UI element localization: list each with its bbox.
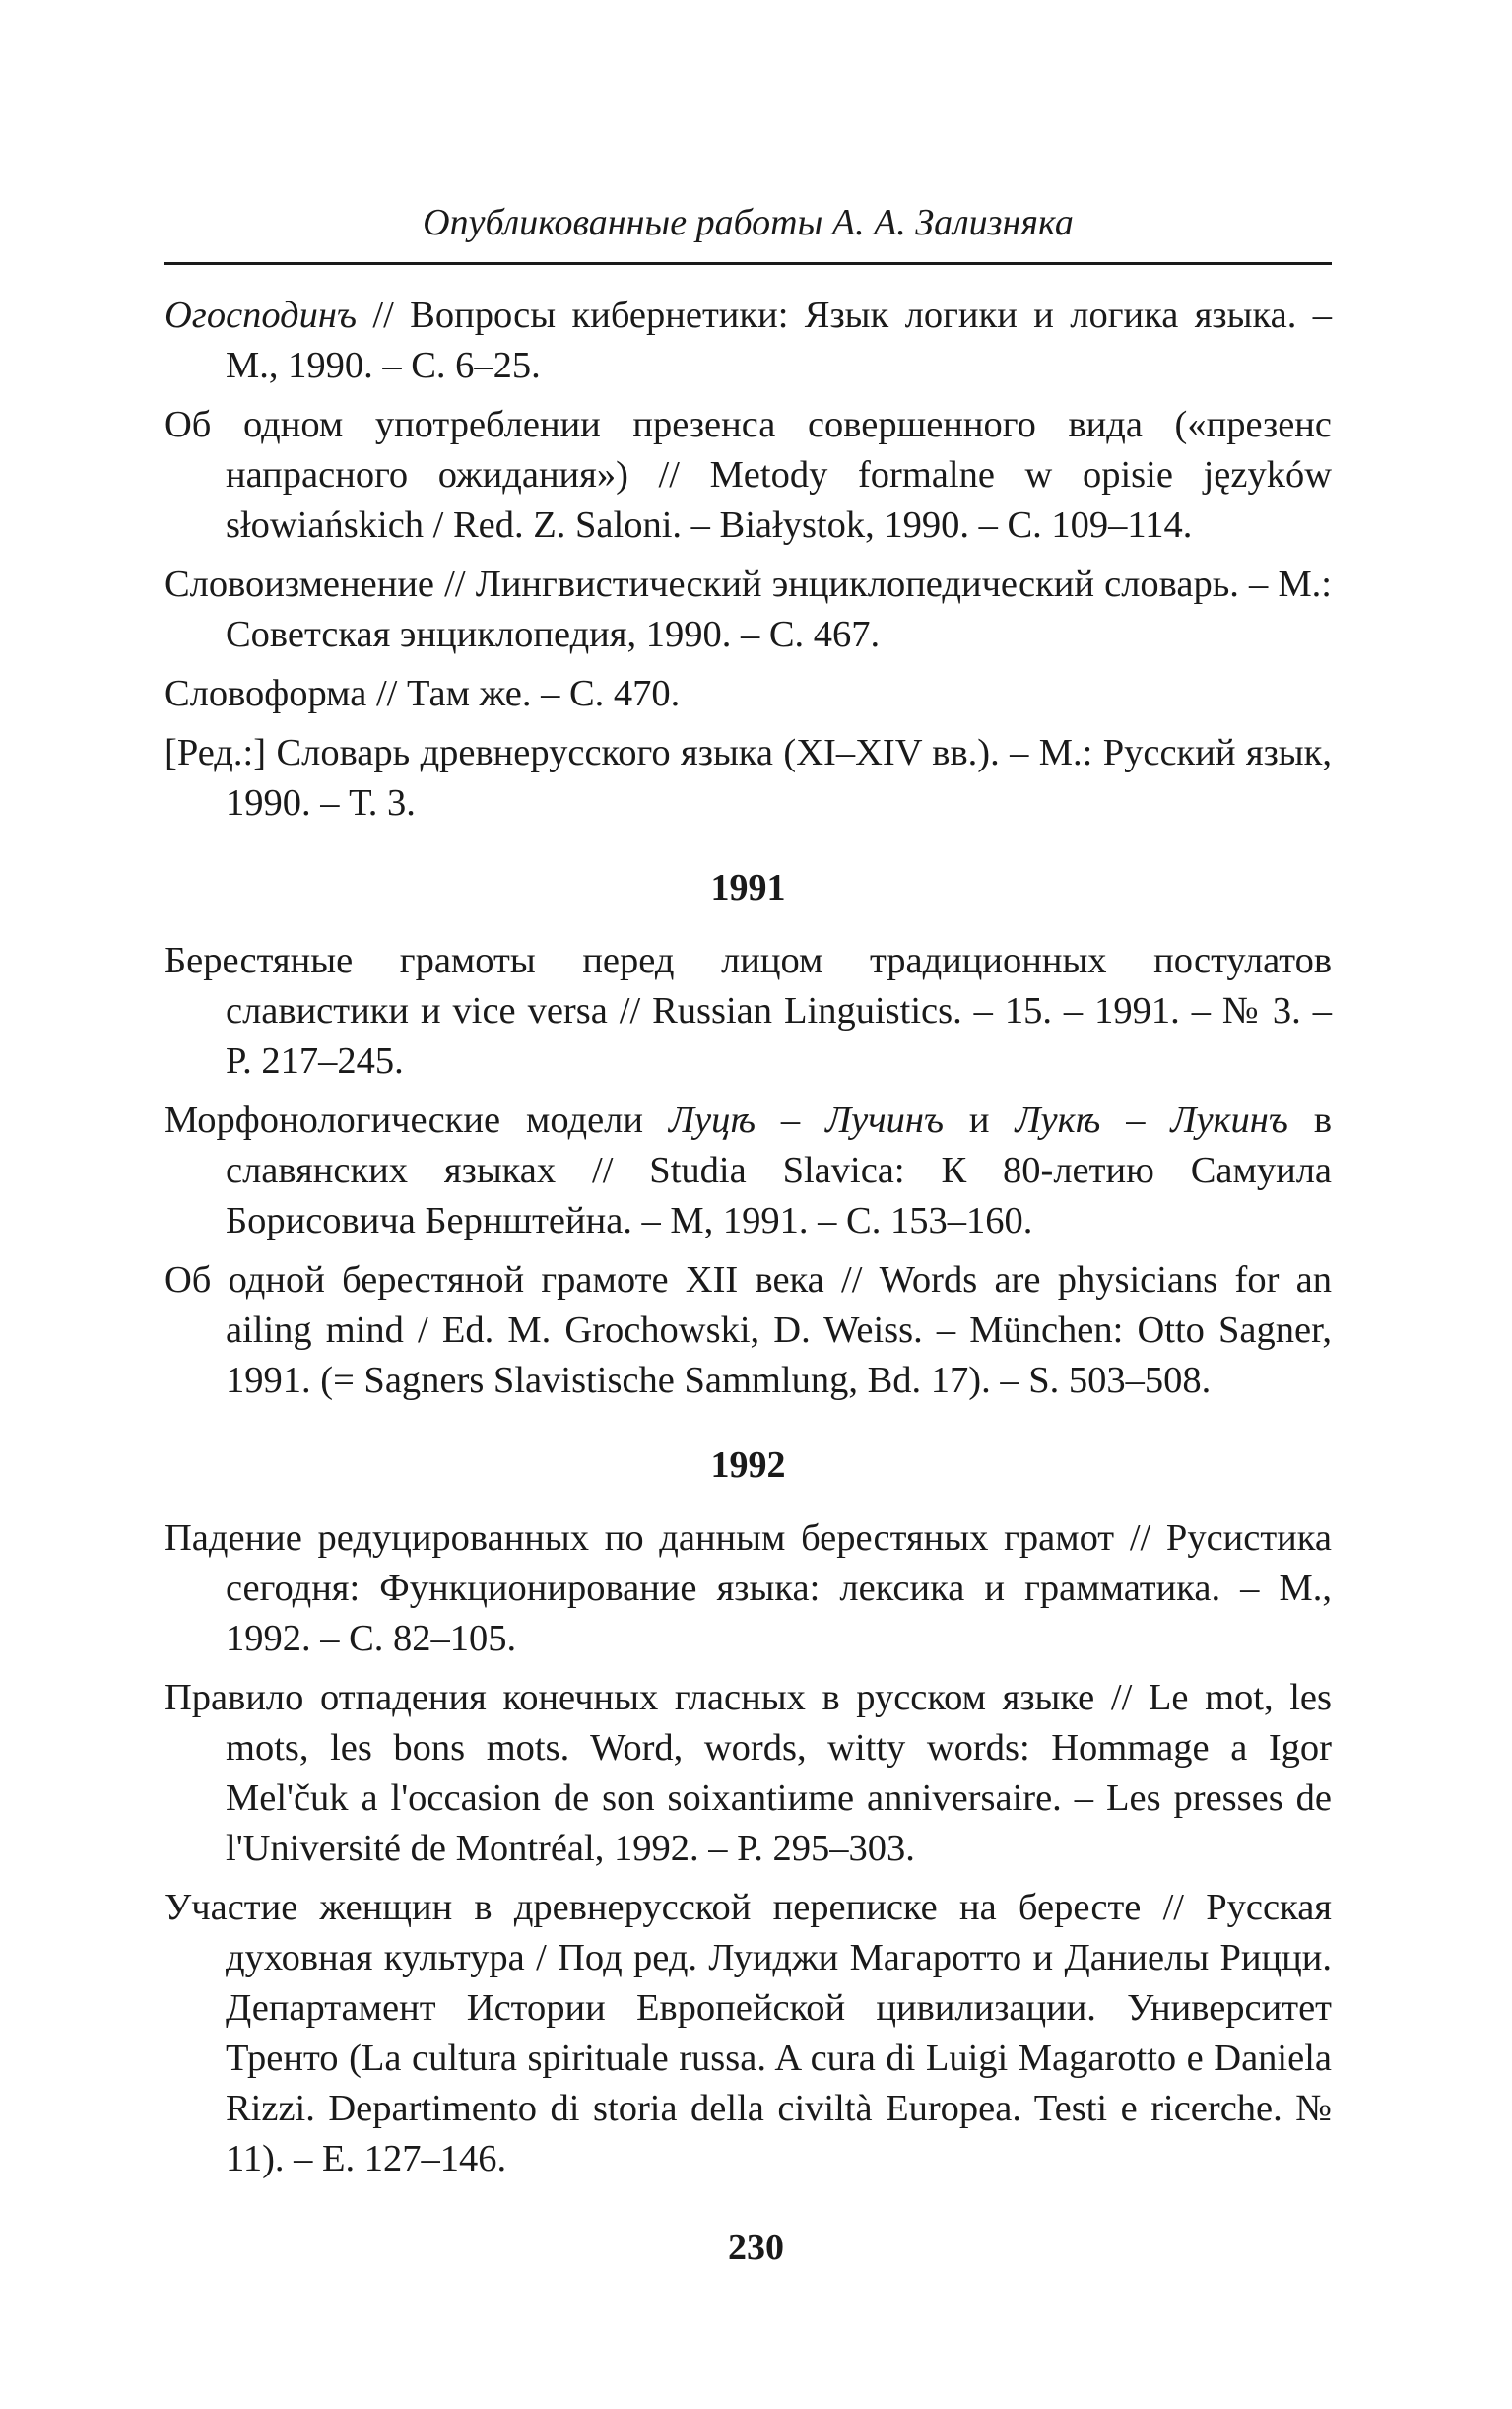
entry-text: Морфонологические модели [164,1100,669,1141]
bibliography-entry [164,936,1332,1087]
entry-text: Об одной берестяной грамоте XII века // Words are physicians for an ailing mind / Ed. M. Grochowski, D. Weiss. – München: Otto Sagner, 1991. (= Sagners Slavistische Sammlung, Bd. 17). – S. 503–508. [164,1259,1332,1401]
entry-text: Словоизменение // Лингвистический энциклопедический словарь. – М.: Советская энциклопедия, 1990. – С. 467. [164,564,1332,655]
italic-title-text: Луцѣ – Лучинъ [668,1100,944,1141]
bibliography-entry [164,669,1332,719]
entry-text: Участие женщин в древнерусской переписке на бересте // Русская духовная культура / Под ред. Луиджи Магаротто и Даниелы Рицци. Департамент Истории Европейской цивилизации. Университет Тренто (La cultura spirituale russa. A cura di Luigi Magarotto e Daniela Rizzi. Departimento di storia della civiltà Europea. Testi e ricerche. № 11). – E. 127–146. [164,1887,1332,2179]
bibliography-entry [164,291,1332,391]
year-heading: 1991 [710,867,786,908]
entry-text: // Вопросы кибернетики: Язык логики и логика языка. – М., 1990. – С. 6–25. [226,295,1332,386]
header-rule [164,262,1332,265]
entry-text: Правило отпадения конечных гласных в русском языке // Le mot, les mots, les bons mots. Word, words, witty words: Hommage a Igor Mel'čuk a l'occasion de son soixantiиme anniversaire. – Les presses de l'Université de Montréal, 1992. – P. 295–303. [164,1677,1332,1869]
year-heading: 1992 [710,1444,786,1486]
entry-text: и [943,1100,1016,1141]
bibliography-entry [164,1883,1332,2184]
entry-text: Словоформа // Там же. – С. 470. [164,673,681,714]
bibliography-entry [164,560,1332,660]
entry-text: [Ред.:] Словарь древнерусского языка (XI–XIV вв.). – М.: Русский язык, 1990. – Т. 3. [164,732,1332,824]
italic-title-text: Огосподинъ [164,295,357,336]
bibliography-entry [164,1513,1332,1664]
bibliography-entry [164,1096,1332,1246]
bibliography-entry [164,1255,1332,1406]
entry-text: Падение редуцированных по данным берестяных грамот // Русистика сегодня: Функционирование языка: лексика и грамматика. – М., 1992. – С. 82–105. [164,1517,1332,1659]
entry-text: Об одном употреблении презенса совершенного вида («презенс напрасного ожидания») // Metody formalne w opisie języków słowiańskich / Red. Z. Saloni. – Białystok, 1990. – C. 109–114. [164,404,1332,546]
italic-title-text: Лукѣ – Лукинъ [1015,1100,1288,1141]
bibliography [164,291,1332,2184]
entry-text: Берестяные грамоты перед лицом традиционных постулатов славистики и vice versa // Russian Linguistics. – 15. – 1991. – № 3. – P. 217–245. [164,940,1332,1082]
bibliography-entry [164,1673,1332,1874]
bibliography-entry [164,728,1332,829]
page-body [164,193,1332,2193]
entry-text: в славянских языках // Studia Slavica: К 80-летию Самуила Борисовича Бернштейна. – М, 1991. – С. 153–160. [226,1100,1332,1241]
page-number: 230 [728,2227,784,2268]
running-head: Опубликованные работы А. А. Зализняка [423,202,1074,243]
bibliography-entry [164,400,1332,551]
